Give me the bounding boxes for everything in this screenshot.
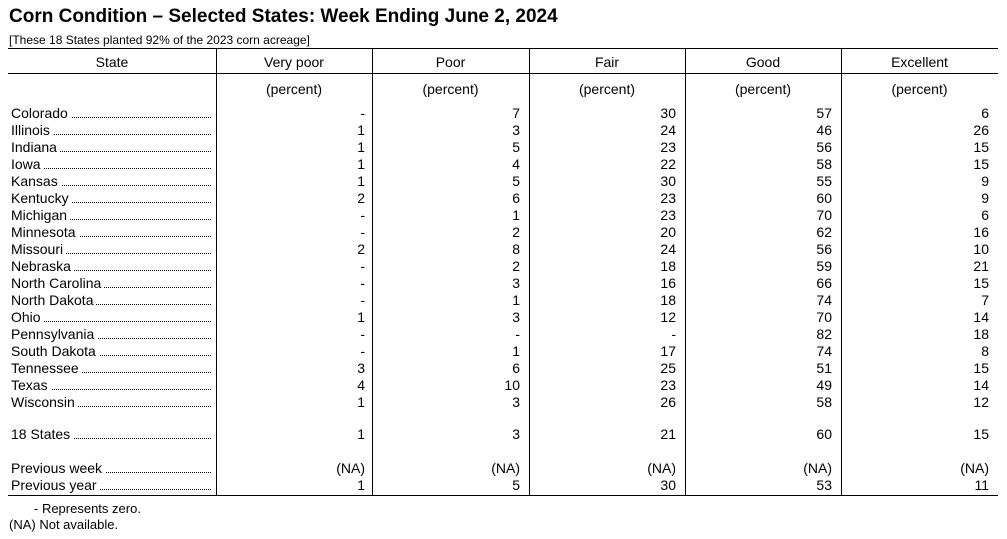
unit-label-fair: (percent) [578,81,636,97]
column-header-poor: Poor [435,54,466,70]
state-name: 18 States [11,426,73,442]
table-row [0,224,1007,241]
column-header-state: State [95,54,129,70]
cell-poor: 3 [512,426,520,442]
cell-poor: 5 [512,139,520,155]
cell-very-poor: 1 [357,394,365,410]
cell-very-poor: - [360,105,365,121]
state-name: Indiana [11,139,60,155]
table-row [0,190,1007,207]
cell-poor: 1 [512,343,520,359]
cell-poor: 7 [512,105,520,121]
cell-poor: 2 [512,224,520,240]
cell-very-poor: 2 [357,241,365,257]
cell-fair: 18 [660,258,676,274]
cell-excellent: 14 [973,377,989,393]
table-row [0,360,1007,377]
cell-excellent: 10 [973,241,989,257]
cell-poor: 5 [512,173,520,189]
cell-very-poor: 1 [357,426,365,442]
state-name: Kentucky [11,190,72,206]
cell-fair: 30 [660,173,676,189]
column-header-very-poor: Very poor [264,54,324,70]
footnote-zero: - Represents zero. [34,501,141,516]
state-name: Minnesota [11,224,79,240]
cell-fair: 25 [660,360,676,376]
cell-poor: (NA) [491,460,520,476]
state-name: Illinois [11,122,53,138]
state-label [11,460,211,477]
state-name: Michigan [11,207,70,223]
table-row [0,258,1007,275]
cell-excellent: 8 [981,343,989,359]
state-label [11,275,211,292]
state-label [11,343,211,360]
cell-fair: 30 [660,105,676,121]
cell-poor: - [515,326,520,342]
cell-good: 46 [816,122,832,138]
cell-excellent: 9 [981,190,989,206]
cell-poor: 10 [504,377,520,393]
cell-good: 70 [816,309,832,325]
cell-fair: 17 [660,343,676,359]
cell-poor: 1 [512,292,520,308]
state-name: Tennessee [11,360,82,376]
state-name: North Carolina [11,275,104,291]
cell-fair: 20 [660,224,676,240]
cell-excellent: 9 [981,173,989,189]
cell-good: (NA) [803,460,832,476]
state-label [11,309,211,326]
cell-very-poor: 1 [357,122,365,138]
cell-excellent: (NA) [960,460,989,476]
cell-fair: 26 [660,394,676,410]
cell-fair: 22 [660,156,676,172]
cell-fair: 21 [660,426,676,442]
cell-fair: 23 [660,377,676,393]
state-label [11,360,211,377]
cell-excellent: 6 [981,105,989,121]
cell-excellent: 6 [981,207,989,223]
cell-very-poor: - [360,343,365,359]
state-name: Texas [11,377,51,393]
state-label [11,241,211,258]
state-label [11,105,211,122]
cell-poor: 1 [512,207,520,223]
cell-poor: 2 [512,258,520,274]
state-name: Nebraska [11,258,74,274]
cell-very-poor: - [360,258,365,274]
cell-very-poor: - [360,224,365,240]
cell-excellent: 14 [973,309,989,325]
cell-excellent: 15 [973,426,989,442]
cell-fair: 23 [660,190,676,206]
cell-good: 62 [816,224,832,240]
cell-good: 53 [816,477,832,493]
cell-fair: 18 [660,292,676,308]
cell-very-poor: 3 [357,360,365,376]
cell-good: 60 [816,190,832,206]
unit-label-excellent: (percent) [891,81,948,97]
cell-poor: 4 [512,156,520,172]
unit-label-good: (percent) [734,81,792,97]
state-label [11,426,211,443]
table-row [0,241,1007,258]
cell-good: 49 [816,377,832,393]
cell-very-poor: 1 [357,477,365,493]
cell-excellent: 26 [973,122,989,138]
cell-excellent: 18 [973,326,989,342]
cell-excellent: 15 [973,275,989,291]
state-name: Missouri [11,241,66,257]
cell-excellent: 15 [973,139,989,155]
state-label [11,173,211,190]
state-label [11,139,211,156]
table-row [0,394,1007,411]
state-name: Previous year [11,477,100,493]
cell-very-poor: 4 [357,377,365,393]
cell-fair: 23 [660,139,676,155]
cell-very-poor: 2 [357,190,365,206]
cell-poor: 3 [512,275,520,291]
column-header-excellent: Excellent [891,54,948,70]
state-label [11,377,211,394]
state-label [11,326,211,343]
total-row [0,426,1007,443]
state-name: North Dakota [11,292,96,308]
cell-good: 74 [816,343,832,359]
cell-good: 70 [816,207,832,223]
state-name: Iowa [11,156,44,172]
table-row [0,139,1007,156]
cell-good: 56 [816,139,832,155]
cell-excellent: 11 [974,477,989,493]
table-row [0,309,1007,326]
cell-fair: 24 [660,241,676,257]
cell-fair: 30 [660,477,676,493]
cell-good: 51 [816,360,832,376]
state-name: Wisconsin [11,394,78,410]
cell-good: 82 [816,326,832,342]
cell-good: 55 [816,173,832,189]
column-header-good: Good [745,54,781,70]
state-name: Kansas [11,173,61,189]
state-label [11,258,211,275]
state-label [11,122,211,139]
cell-good: 58 [816,156,832,172]
state-name: Ohio [11,309,44,325]
cell-excellent: 15 [973,156,989,172]
table-row [0,173,1007,190]
state-label [11,224,211,241]
cell-poor: 6 [512,190,520,206]
table-row [0,207,1007,224]
cell-good: 57 [816,105,832,121]
cell-very-poor: (NA) [336,460,365,476]
cell-poor: 3 [512,122,520,138]
state-label [11,156,211,173]
table-row [0,377,1007,394]
cell-excellent: 16 [973,224,989,240]
cell-good: 58 [816,394,832,410]
state-name: Pennsylvania [11,326,97,342]
cell-very-poor: - [360,326,365,342]
cell-excellent: 21 [973,258,989,274]
cell-good: 74 [816,292,832,308]
table-row [0,343,1007,360]
cell-very-poor: - [360,207,365,223]
state-label [11,394,211,411]
cell-fair: - [671,326,676,342]
previous-year-row [0,477,1007,494]
unit-label-poor: (percent) [422,81,479,97]
cell-good: 59 [816,258,832,274]
cell-poor: 3 [512,394,520,410]
table-subtitle: [These 18 States planted 92% of the 2023 corn acreage] [9,33,310,47]
cell-poor: 3 [512,309,520,325]
cell-excellent: 7 [981,292,989,308]
cell-very-poor: 1 [357,173,365,189]
cell-very-poor: - [360,275,365,291]
cell-excellent: 15 [973,360,989,376]
table-row [0,122,1007,139]
previous-week-row [0,460,1007,477]
cell-good: 60 [816,426,832,442]
table-row [0,326,1007,343]
table-row [0,156,1007,173]
cell-fair: 16 [660,275,676,291]
cell-poor: 5 [512,477,520,493]
table-row [0,105,1007,122]
table-bottom-rule [8,495,998,496]
state-name: Colorado [11,105,71,121]
cell-excellent: 12 [973,394,989,410]
state-label [11,207,211,224]
footnote-na: (NA) Not available. [9,517,119,532]
state-name: South Dakota [11,343,99,359]
cell-very-poor: 1 [357,309,365,325]
cell-very-poor: - [360,292,365,308]
header-bottom-rule [8,73,998,74]
cell-good: 66 [816,275,832,291]
header-top-rule [8,48,998,49]
cell-poor: 8 [512,241,520,257]
table-row [0,292,1007,309]
cell-very-poor: 1 [357,156,365,172]
state-label [11,292,211,309]
cell-fair: 24 [660,122,676,138]
cell-very-poor: 1 [357,139,365,155]
state-label [11,190,211,207]
cell-poor: 6 [512,360,520,376]
unit-label-very-poor: (percent) [265,81,323,97]
state-name: Previous week [11,460,105,476]
cell-fair: (NA) [647,460,676,476]
cell-fair: 12 [660,309,676,325]
table-title: Corn Condition – Selected States: Week Ending June 2, 2024 [9,6,558,27]
table-row [0,275,1007,292]
state-label [11,477,211,494]
column-header-fair: Fair [594,54,620,70]
cell-good: 56 [816,241,832,257]
cell-fair: 23 [660,207,676,223]
